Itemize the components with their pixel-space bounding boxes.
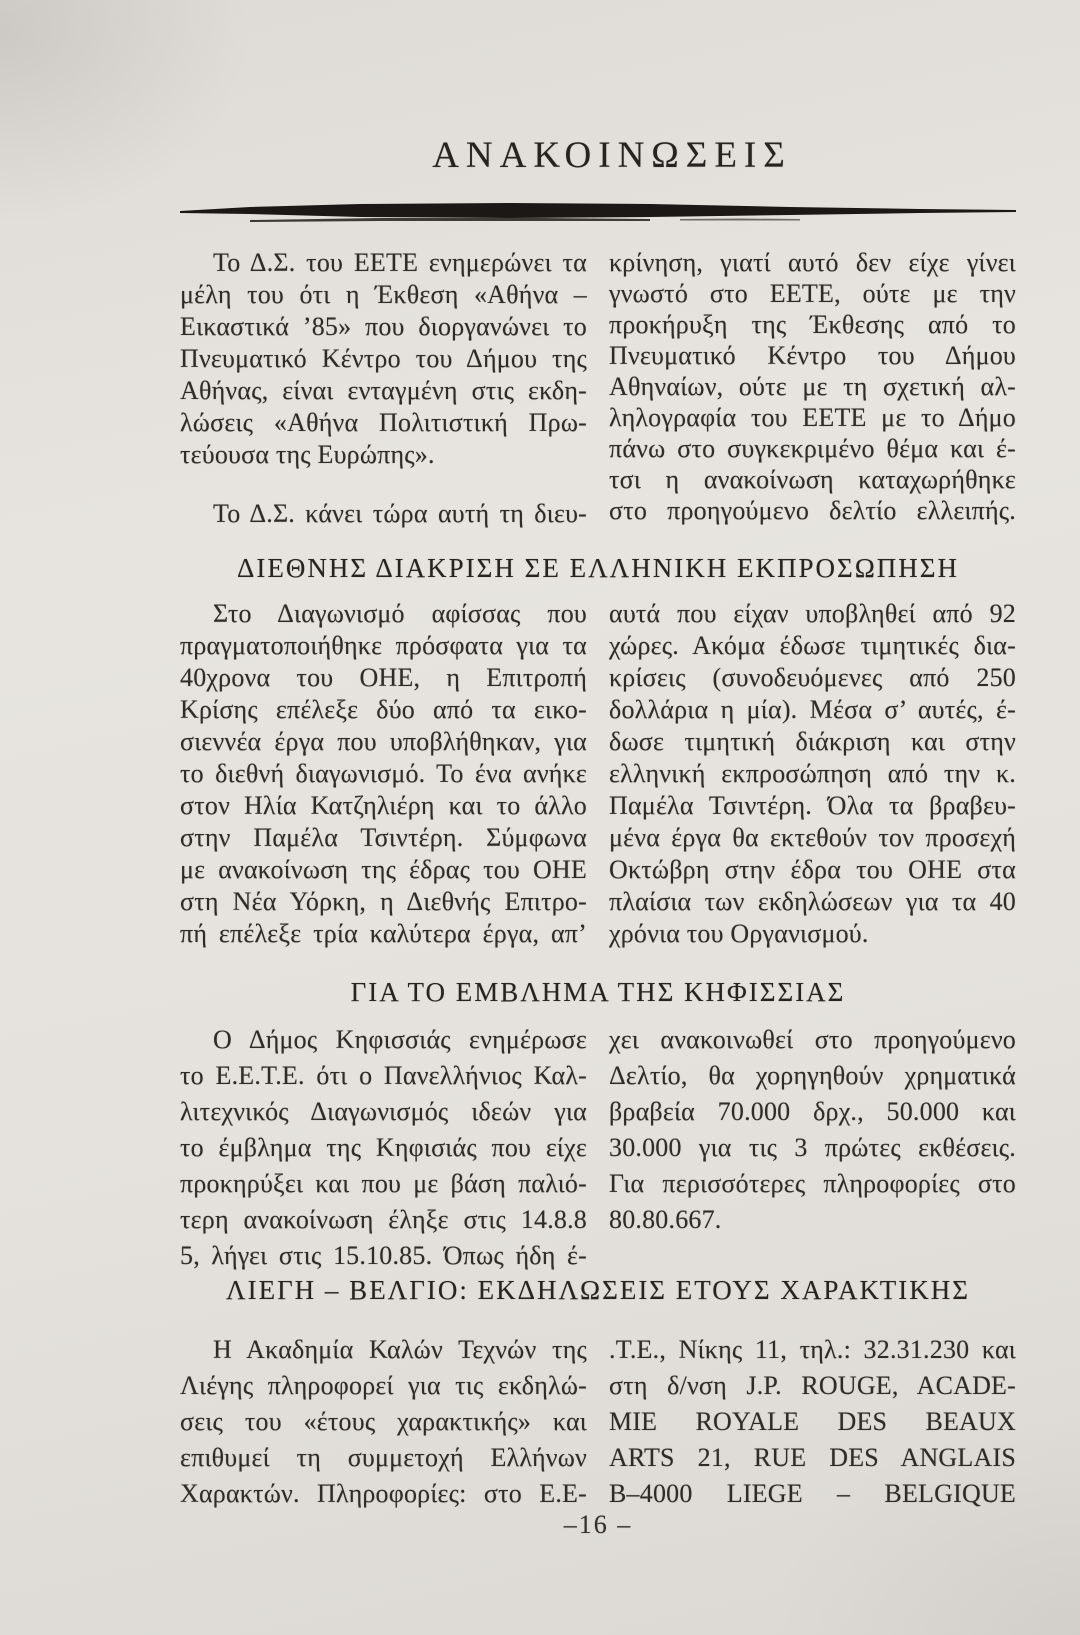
text-line: Για περισσότερες πληροφορίες στο: [609, 1169, 1016, 1198]
text-line: βραβεία 70.000 δρχ., 50.000 και: [609, 1097, 1016, 1126]
paragraph: [180, 1022, 587, 1274]
text-line: 30.000 για τις 3 πρώτες εκθέσεις.: [609, 1133, 1016, 1162]
column-right: [609, 1022, 1016, 1274]
two-column-layout: [180, 247, 1016, 530]
text-line: Αθήνας, είναι ενταγμένη στις εκδη-: [180, 376, 587, 405]
column-left: [180, 1332, 587, 1512]
text-line: δωσε τιμητική διάκριση και στην: [609, 727, 1016, 756]
text-line: πή επέλεξε τρία καλύτερα έργα, απ’: [180, 919, 587, 948]
text-line: Το Δ.Σ. του ΕΕΤΕ ενημερώνει τα: [213, 248, 587, 277]
text-line: .Τ.Ε., Νίκης 11, τηλ.: 32.31.230 και: [609, 1335, 1016, 1364]
section-heading: ΓΙΑ ΤΟ ΕΜΒΛΗΜΑ ΤΗΣ ΚΗΦΙΣΣΙΑΣ: [350, 977, 846, 1007]
text-line: κρίνηση, γιατί αυτό δεν είχε γίνει: [609, 248, 1016, 277]
section-1: [180, 247, 1016, 530]
text-line: λώσεις «Αθήνα Πολιτιστική Πρω-: [180, 408, 587, 437]
text-line: Δελτίο, θα χορηγηθούν χρηματικά: [609, 1061, 1016, 1090]
text-line: Εικαστικά ’85» που διοργανώνει το: [180, 312, 587, 341]
text-line: ελληνική εκπροσώπηση από την κ.: [609, 759, 1016, 788]
text-line: πραγματοποιήθηκε πρόσφατα για τα: [180, 631, 587, 660]
text-line: B–4000 LIEGE – BELGIQUE: [609, 1479, 1016, 1508]
text-line: αυτά που είχαν υποβληθεί από 92: [609, 599, 1016, 628]
text-line: λιτεχνικός Διαγωνισμός ιδεών για: [180, 1097, 587, 1126]
text-line: Πνευματικό Κέντρο του Δήμου: [609, 341, 1016, 370]
column-left: [180, 247, 587, 530]
text-line: σιεννέα έργα που υποβλήθηκαν, για: [180, 727, 587, 756]
text-line: χώρες. Ακόμα έδωσε τιμητικές δια-: [609, 631, 1016, 660]
text-line: 5, λήγει στις 15.10.85. Όπως ήδη έ-: [180, 1241, 587, 1270]
text-line: σεις του «έτους χαρακτικής» και: [180, 1407, 587, 1436]
text-line: γνωστό στο ΕΕΤΕ, ούτε με την: [609, 279, 1016, 308]
section-3: [180, 977, 1016, 1274]
text-line: ARTS 21, RUE DES ANGLAIS: [609, 1443, 1016, 1472]
paragraph: [180, 598, 587, 950]
text-line: κρίσεις (συνοδευόμενες από 250: [609, 663, 1016, 692]
two-column-layout: [180, 598, 1016, 950]
text-line: το Ε.Ε.Τ.Ε. ότι ο Πανελλήνιος Καλ-: [180, 1061, 587, 1090]
title-divider-rule: [180, 200, 1016, 230]
text-line: Το Δ.Σ. κάνει τώρα αυτή τη διευ-: [213, 499, 587, 528]
text-line: χρόνια του Οργανισμού.: [609, 919, 869, 948]
text-line: 80.80.667.: [609, 1205, 722, 1234]
paragraph: [180, 1332, 587, 1512]
text-line: το διεθνή διαγωνισμό. Το ένα ανήκε: [180, 759, 587, 788]
text-line: μένα έργα θα εκτεθούν τον προσεχή: [609, 823, 1016, 852]
paragraph: [609, 1022, 1016, 1238]
text-line: Αθηναίων, ούτε με τη σχετική αλ-: [609, 372, 1016, 401]
page-title: ΑΝΑΚΟΙΝΩΣΕΙΣ: [432, 135, 792, 176]
text-line: χει ανακοινωθεί στο προηγούμενο: [609, 1025, 1016, 1054]
two-column-layout: [180, 1022, 1016, 1274]
text-line: Πνευματικό Κέντρο του Δήμου της: [180, 344, 587, 373]
paragraph: [180, 498, 587, 530]
text-line: προκηρύξει και που με βάση παλιό-: [180, 1169, 587, 1198]
column-right: [609, 598, 1016, 950]
text-line: στη δ/νση J.P. ROUGE, ACADE-: [609, 1371, 1016, 1400]
text-line: το έμβλημα της Κηφισιάς που είχε: [180, 1133, 587, 1162]
paragraph: [609, 598, 1016, 950]
text-line: δολλάρια η μία). Μέσα σ’ αυτές, έ-: [609, 695, 1016, 724]
column-left: [180, 598, 587, 950]
text-line: Παμέλα Τσιντέρη. Όλα τα βραβευ-: [609, 791, 1016, 820]
text-line: στην Παμέλα Τσιντέρη. Σύμφωνα: [180, 823, 587, 852]
text-line: μέλη του ότι η Έκθεση «Αθήνα –: [180, 280, 587, 309]
section-4: [180, 1275, 1016, 1512]
two-column-layout: [180, 1332, 1016, 1512]
section-2: [180, 553, 1016, 950]
text-line: Λιέγης πληροφορεί για τις εκδηλώ-: [180, 1371, 587, 1400]
text-line: επιθυμεί τη συμμετοχή Ελλήνων: [180, 1443, 587, 1472]
paragraph: [180, 247, 587, 471]
text-line: Κρίσης επέλεξε δύο από τα εικο-: [180, 695, 587, 724]
text-line: ληλογραφία του ΕΕΤΕ με το Δήμο: [609, 403, 1016, 432]
paragraph: [609, 1332, 1016, 1512]
text-line: τσι η ανακοίνωση καταχωρήθηκε: [609, 465, 1016, 494]
text-line: Η Ακαδημία Καλών Τεχνών της: [213, 1335, 587, 1364]
text-line: στο προηγούμενο δελτίο ελλειπής.: [609, 496, 1016, 525]
text-line: προκήρυξη της Έκθεσης από το: [609, 310, 1016, 339]
page-number: –16 –: [563, 1510, 633, 1539]
text-line: Στο Διαγωνισμό αφίσσας που: [213, 599, 587, 628]
text-line: στον Ηλία Κατζηλιέρη και το άλλο: [180, 791, 587, 820]
column-left: [180, 1022, 587, 1274]
text-line: πάνω στο συγκεκριμένο θέμα και έ-: [609, 434, 1016, 463]
section-heading: ΛΙΕΓΗ – ΒΕΛΓΙΟ: ΕΚΔΗΛΩΣΕΙΣ ΕΤΟΥΣ ΧΑΡΑΚΤΙΚΗΣ: [226, 1275, 970, 1305]
text-line: Οκτώβρη στην έδρα του ΟΗΕ στα: [609, 855, 1016, 884]
text-line: Ο Δήμος Κηφισσιάς ενημέρωσε: [213, 1025, 587, 1054]
text-line: Χαρακτών. Πληροφορίες: στο Ε.Ε-: [180, 1479, 587, 1508]
column-right: [609, 1332, 1016, 1512]
column-right: [609, 247, 1016, 530]
text-line: MIE ROYALE DES BEAUX: [609, 1407, 1016, 1436]
paragraph: [609, 247, 1016, 526]
text-line: πλαίσια των εκδηλώσεων για τα 40: [609, 887, 1016, 916]
text-line: με ανακοίνωση της έδρας του ΟΗΕ: [180, 855, 587, 884]
text-line: τερη ανακοίνωση έληξε στις 14.8.8: [180, 1205, 587, 1234]
text-line: 40χρονα του ΟΗΕ, η Επιτροπή: [180, 663, 587, 692]
text-line: τεύουσα της Ευρώπης».: [180, 440, 435, 469]
section-heading: ΔΙΕΘΝΗΣ ΔΙΑΚΡΙΣΗ ΣΕ ΕΛΛΗΝΙΚΗ ΕΚΠΡΟΣΩΠΗΣΗ: [237, 553, 959, 583]
text-line: στη Νέα Υόρκη, η Διεθνής Επιτρο-: [180, 887, 587, 916]
